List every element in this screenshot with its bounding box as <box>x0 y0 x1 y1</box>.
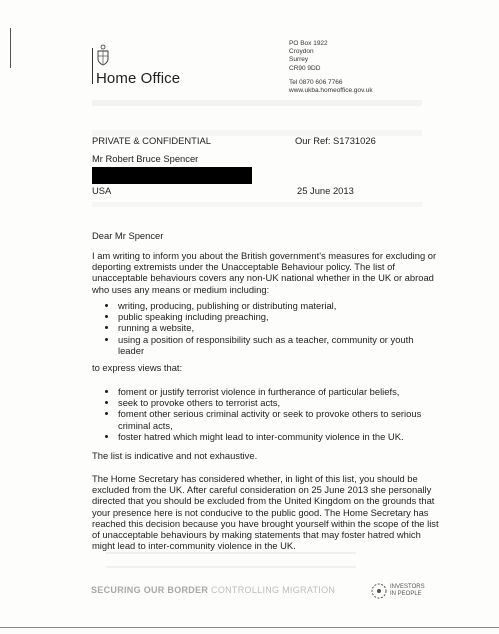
address-line: Croydon <box>289 48 314 56</box>
list-item: • running a website, <box>118 322 418 333</box>
salutation: Dear Mr Spencer <box>92 230 164 241</box>
recipient-name: Mr Robert Bruce Spencer <box>92 153 199 164</box>
to-express-line: to express views that: <box>92 362 183 373</box>
sender-address <box>289 40 373 95</box>
slogan-light: CONTROLLING MIGRATION <box>211 585 336 595</box>
address-line: PO Box 1922 <box>289 40 328 47</box>
investors-in-people-label <box>390 584 425 598</box>
badge-line: INVESTORS <box>390 584 425 590</box>
badge-line: IN PEOPLE <box>390 591 422 597</box>
telephone: Tel 0870 606 7766 <box>289 78 343 86</box>
classification-label: PRIVATE & CONFIDENTIAL <box>92 135 211 146</box>
list-item: • public speaking including preaching, <box>118 311 418 322</box>
list-item: • seek to provoke others to terrorist acts, <box>118 397 438 408</box>
list-item: • foment or justify terrorist violence in furtherance of particular beliefs, <box>118 386 438 397</box>
home-office-logo-text: Home Office <box>96 70 181 87</box>
logo-divider <box>92 48 93 84</box>
page-bottom-edge <box>0 627 499 628</box>
list-item: • foster hatred which might lead to inter-community violence in the UK. <box>118 431 438 442</box>
means-list <box>106 300 418 356</box>
bleed-through-texture <box>92 100 422 136</box>
intro-paragraph: I am writing to inform you about the British government's measures for excluding or deporting extremists under the Unacceptable Behaviour policy. The list of unacceptable behaviours covers any non-UK national whether in the UK or abroad who uses any means or medium including: <box>92 250 437 295</box>
indicative-note: The list is indicative and not exhaustive. <box>92 450 258 461</box>
scan-edge-mark <box>10 28 11 68</box>
royal-crest-icon <box>95 44 111 68</box>
website: www.ukba.homeoffice.gov.uk <box>289 87 373 95</box>
list-item: • foment other serious criminal activity or seek to provoke others to serious criminal acts, <box>118 408 438 430</box>
redacted-address-block <box>92 167 252 184</box>
address-line: CR90 9DD <box>289 64 321 72</box>
decision-paragraph: The Home Secretary has considered whether, in light of this list, you should be excluded from the UK. After careful consideration on 25 June 2013 she personally directed that you should be excluded from the United Kingdom on the grounds that your presence here is not conducive to the public good. The Home Secretary has reached this decision because you have brought yourself within the scope of the list of unacceptable behaviours by making statements that may foster hatred which might lead to inter-community violence in the UK. <box>92 473 439 552</box>
investors-in-people-icon <box>370 582 388 600</box>
our-reference: Our Ref: S1731026 <box>295 135 376 146</box>
letter-date: 25 June 2013 <box>297 185 354 196</box>
slogan-bold: SECURING OUR BORDER <box>91 585 209 595</box>
bleed-through-texture <box>92 202 422 221</box>
recipient-country: USA <box>92 185 112 196</box>
footer-slogan <box>91 585 335 595</box>
list-item: • writing, producing, publishing or distributing material, <box>118 300 418 311</box>
list-item: • using a position of responsibility such as a teacher, community or youth leader <box>118 334 418 356</box>
views-list <box>106 386 438 442</box>
address-line: Surrey <box>289 56 309 64</box>
bleed-through-footnote <box>106 552 356 568</box>
